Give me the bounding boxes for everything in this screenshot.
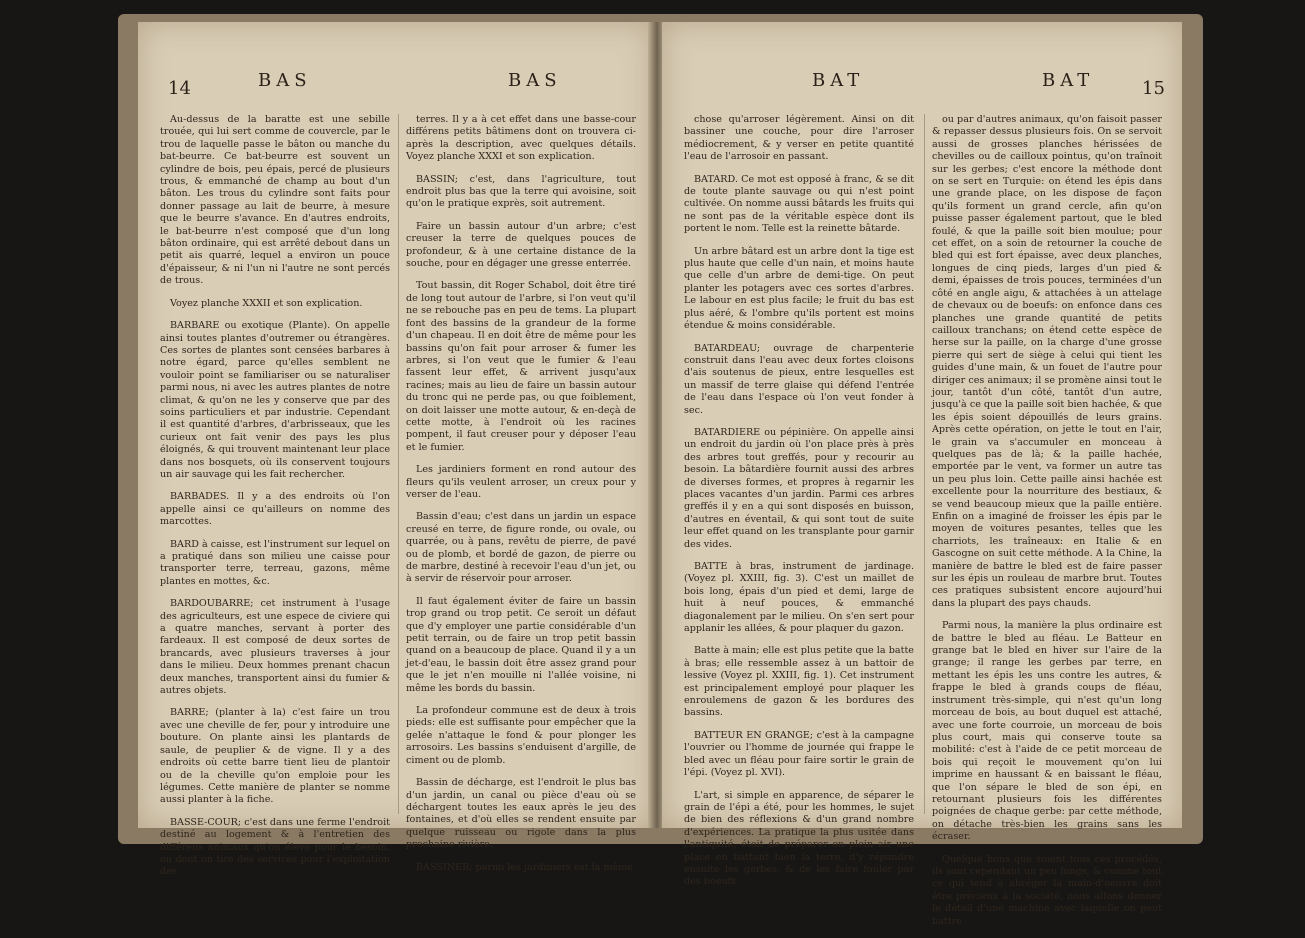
paragraph: BARBADES. Il y a des endroits où l'on appelle ainsi ce qu'ailleurs on nomme des marcottes. — [160, 491, 390, 528]
paragraph: Un arbre bâtard est un arbre dont la tige est plus haute que celle d'un nain, et moins haute que celle d'un arbre de demi-tige. On peut planter les potagers avec ces sortes d'arbres. Le labour en est plus facile; le fruit du bas est plus aéré, & l'ombre qu'ils portent est moins étendue & moins considérable. — [684, 245, 914, 332]
paragraph: BATTE à bras, instrument de jardinage. (Voyez pl. XXIII, fig. 3). C'est un maillet de bois long, épais d'un pied et demi, large de huit à neuf pouces, & emmanché diagonalement par le milieu. On s'en sert pour applanir les allées, & pour plaquer du gazon. — [684, 561, 914, 635]
paragraph: Au-dessus de la baratte est une sebille trouée, qui lui sert comme de couvercle, par le trou de laquelle passe le bâton ou manche du bat-beurre. Ce bat-beurre est souvent un cylindre de bois, peu épais, percé de plusieurs trous, & emmanché de champ au bout d'un bâton. Les trous du cylindre sont faits pour donner passage au lait de beurre, à mesure que le beurre s'avance. En d'autres endroits, le bat-beurre n'est composé que d'un long bâton ordinaire, qui est arrêté debout dans un petit ais quarré, lequel a environ un pouce d'épaisseur, & ni l'un ni l'autre ne sont percés de trous. — [160, 114, 390, 287]
column-divider — [924, 114, 925, 814]
right-page — [662, 22, 1182, 927]
paragraph: chose qu'arroser légèrement. Ainsi on dit bassiner une couche, pour dire l'arroser médiocrement, & y verser en petite quantité l'eau de l'arrosoir en passant. — [684, 114, 914, 163]
paragraph: Il faut également éviter de faire un bassin trop grand ou trop petit. Ce seroit un défaut que d'y employer une partie considérable d'un petit terrain, ou de faire un trop petit bassin quand on a beaucoup de place. Quand il y a un jet-d'eau, le bassin doit être assez grand pour que le jet n'en mouille ni l'allée voisine, ni même les bords du bassin. — [406, 595, 636, 694]
paragraph: BATARDEAU; ouvrage de charpenterie construit dans l'eau avec deux fortes cloisons d'ais soutenus de pieux, entre lesquelles est un massif de terre glaise qui défend l'entrée de l'eau dans l'espace où l'on veut fonder à sec. — [684, 342, 914, 416]
paragraph: BASSE-COUR; c'est dans une ferme l'endroit destiné au logement & à l'entretien des différens animaux qu'on éleve pour le besoin, ou dont on tire des services pour l'exploitation des — [160, 816, 390, 878]
paragraph: Voyez planche XXXII et son explication. — [170, 297, 363, 309]
paragraph: La profondeur commune est de deux à trois pieds: elle est suffisante pour empêcher que la gelée n'attaque le fond & pour plonger les arrosoirs. Les bassins s'enduisent d'argille, de ciment ou de plomb. — [406, 705, 636, 766]
running-header: BAS — [258, 70, 312, 91]
left-page — [138, 22, 653, 878]
paragraph: Quelque bons que soient tous ces procédés, ils sont cependant un peu longs, & comme tout ce qui tend à abréger la main-d'oeuvre doit être précieux à la société, nous allons donner le détail d'une machine avec laquelle on peut battre — [932, 853, 1162, 927]
running-header: BAT — [1042, 70, 1095, 91]
text-column — [406, 114, 636, 884]
running-header: BAS — [508, 70, 562, 91]
paragraph: terres. Il y a à cet effet dans une basse-cour différens petits bâtimens dont on trouvera ci-après la description, avec quelques détails. Voyez planche XXXI et son explication. — [406, 114, 636, 163]
paragraph: BATARD. Ce mot est opposé à franc, & se dit de toute plante sauvage ou qui n'est point cultivée. On nomme aussi bâtards les fruits qui ne sont pas de la véritable espèce dont ils portent le nom. Telle est la reinette bâtarde. — [684, 173, 914, 235]
paragraph: Faire un bassin autour d'un arbre; c'est creuser la terre de quelques pouces de profondeur, & à une certaine distance de la souche, pour en dégager une gresse enterrée. — [406, 220, 636, 270]
paragraph: Les jardiniers forment en rond autour des fleurs qu'ils veulent arroser, un creux pour y verser de l'eau. — [406, 464, 636, 500]
paragraph: Batte à main; elle est plus petite que la batte à bras; elle ressemble assez à un battoir de lessive (Voyez pl. XXIII, fig. 1). Cet instrument est principalement employé pour plaquer les enroulemens de gazon & les bordures des bassins. — [684, 645, 914, 719]
paragraph: Bassin de décharge, est l'endroit le plus bas d'un jardin, un canal ou pièce d'eau où se déchargent toutes les eaux après le jeu des fontaines, et d'où elles se rendent ensuite par quelque ruisseau ou rigole dans la plus prochaine rivière. — [406, 777, 636, 851]
column-divider — [398, 114, 399, 814]
text-column — [160, 114, 390, 889]
paragraph: Bassin d'eau; c'est dans un jardin un espace creusé en terre, de figure ronde, ou ovale, ou quarrée, ou à pans, revêtu de pierre, de pavé ou de plomb, et bordé de gazon, de pierre ou de marbre, destiné à recevoir l'eau d'un jet, ou à servir de réservoir pour arroser. — [406, 511, 636, 585]
paragraph: BASSIN; c'est, dans l'agriculture, tout endroit plus bas que la terre qui avoisine, soit qu'on le pratique exprès, soit autrement. — [406, 173, 636, 210]
paragraph: BARD à caisse, est l'instrument sur lequel on a pratiqué dans son milieu une caisse pour transporter terre, terreau, gazons, même plantes en mottes, &c. — [160, 538, 390, 587]
paragraph: Tout bassin, dit Roger Schabol, doit être tiré de long tout autour de l'arbre, si l'on veut qu'il ne se rebouche pas en peu de tems. La plupart font des bassins de la grandeur de la forme d'un chapeau. Il en doit être de même pour les bassins qu'on fait pour arroser & fumer les arbres, si l'on veut que le fumier & l'eau fassent leur effet, & arrivent jusqu'aux racines; mais au lieu de faire un bassin autour du tronc qui ne perde pas, ou que foiblement, on doit laisser une motte autour, & en-deçà de cette motte, à l'endroit où les racines pompent, il faut creuser pour y déposer l'eau et le fumier. — [406, 280, 636, 453]
paragraph: BARBARE ou exotique (Plante). On appelle ainsi toutes plantes d'outremer ou étrangères. Ces sortes de plantes sont censées barbares à notre égard, parce qu'elles semblent ne vouloir point se familiariser ou se naturaliser parmi nous, ni avec les autres plantes de notre climat, & qu'on ne les y conserve que par des soins particuliers et par industrie. Cependant il est quantité d'arbres, d'arbrisseaux, que les curieux ont fait venir des pays les plus éloignés, & qui trouvent maintenant leur place dans nos bosquets, où ils conservent toujours un air sauvage qui les fait rechercher. — [160, 320, 390, 480]
paragraph: BATTEUR EN GRANGE; c'est à la campagne l'ouvrier ou l'homme de journée qui frappe le bled avec un fléau pour faire sortir le grain de l'épi. (Voyez pl. XVI). — [684, 729, 914, 779]
paragraph: BATARDIERE ou pépinière. On appelle ainsi un endroit du jardin où l'on place près à près des arbres tout greffés, pour y recourir au besoin. La bâtardière fournit aussi des arbres de diverses formes, et propres à regarnir les places vacantes d'un jardin. Parmi ces arbres greffés il y en a qui sont disposés en buisson, d'autres en éventail, & qui sont tout de suite leur effet quand on les transplante pour garnir des vides. — [684, 426, 914, 550]
text-column — [932, 114, 1162, 938]
text-column — [684, 114, 914, 899]
paragraph: BARDOUBARRE; cet instrument à l'usage des agriculteurs, est une espece de civiere qui a quatre manches, servant à porter des fardeaux. Il est composé de deux sortes de brancards, avec plusieurs traverses à jour dans le milieu. Deux hommes prenant chacun deux manches, transportent ainsi du fumier & autres objets. — [160, 598, 390, 697]
paragraph: L'art, si simple en apparence, de séparer le grain de l'épi a été, pour les hommes, le sujet de bien des réflexions & d'un grand nombre d'expériences. La pratique la plus usitée dans l'antiquité, étoit de préparer en plein air une place en battant bien la terre, d'y répandre ensuite les gerbes, & de les faire fouler par des boeufs — [684, 789, 914, 888]
running-header: BAT — [812, 70, 865, 91]
paragraph: ou par d'autres animaux, qu'on faisoit passer & repasser dessus plusieurs fois. On se servoit aussi de grosses planches hérissées de chevilles ou de cailloux pointus, qu'on traînoit sur les gerbes; c'est encore la méthode dont on se sert en Turquie: on étend les épis dans une grande place, on les dispose de façon qu'ils forment un grand cercle, afin qu'on puisse passer également partout, que le bled foulé, & que la paille soit bien moulue; pour cet effet, on a soin de retourner la couche de bled qui est fort épaisse, avec deux planches, longues de cinq pieds, larges d'un pied & demi, épaisses de trois pouces, terminées d'un côté en angle aigu, & attachées à un attelage de chevaux ou de boeufs: on enfonce dans ces planches une grande quantité de petits cailloux tranchans; on étend cette espèce de herse sur la paille, on la charge d'une grosse pierre qui sert de siège à celui qui tient les guides d'une main, & un fouet de l'autre pour diriger ces animaux; il se promène ainsi tout le jour, tantôt d'un côté, tantôt d'un autre, jusqu'à ce que la paille soit bien hachée, & que les épis soient dépouillés de leurs grains. Après cette opération, on jette le tout en l'air, le grain va s'accumuler en monceau à quelques pas de là; & la paille hachée, emportée par le vent, va former un autre tas un peu plus loin. Cette paille ainsi hachée est excellente pour la nourriture des bestiaux, & se vend beaucoup mieux que la paille entière. Enfin on a imaginé de froisser les épis par le moyen de voitures pesantes, telles que les charriots, les traîneaux: en Italie & en Gascogne on suit cette méthode. A la Chine, la manière de battre le bled est de faire passer sur les épis un rouleau de marbre brut. Toutes ces pratiques subsistent encore aujourd'hui dans la plupart des pays chauds. — [932, 114, 1162, 609]
page-number: 14 — [168, 78, 191, 99]
paragraph: Parmi nous, la manière la plus ordinaire est de battre le bled au fléau. Le Batteur en grange bat le bled en hiver sur l'aire de la grange; il range les gerbes par terre, en mettant les épis les uns contre les autres, & frappe le bled à grands coups de fléau, instrument très-simple, qui n'est qu'un long morceau de bois, au bout duquel est attaché, avec une forte courroie, un morceau de bois plus court, mais qui conserve toute sa mobilité: c'est à l'aide de ce petit morceau de bois qui reçoit le mouvement qu'on lui imprime en haussant & en baissant le fléau, que l'on sépare le bled de son épi, en retournant plusieurs fois les différentes poignées de chaque gerbe: par cette méthode, on détache très-bien les grains sans les écraser. — [932, 620, 1162, 843]
page-number: 15 — [1142, 78, 1165, 99]
paragraph: BARRE; (planter à la) c'est faire un trou avec une cheville de fer, pour y introduire une bouture. On plante ainsi les plantards de saule, de peuplier & de vigne. Il y a des endroits où cette barre tient lieu de plantoir ou de la cheville qu'on emploie pour les légumes. Cette manière de planter se nomme aussi planter à la fiche. — [160, 707, 390, 806]
paragraph: BASSINER; parmi les jardiniers est la même — [416, 861, 633, 873]
